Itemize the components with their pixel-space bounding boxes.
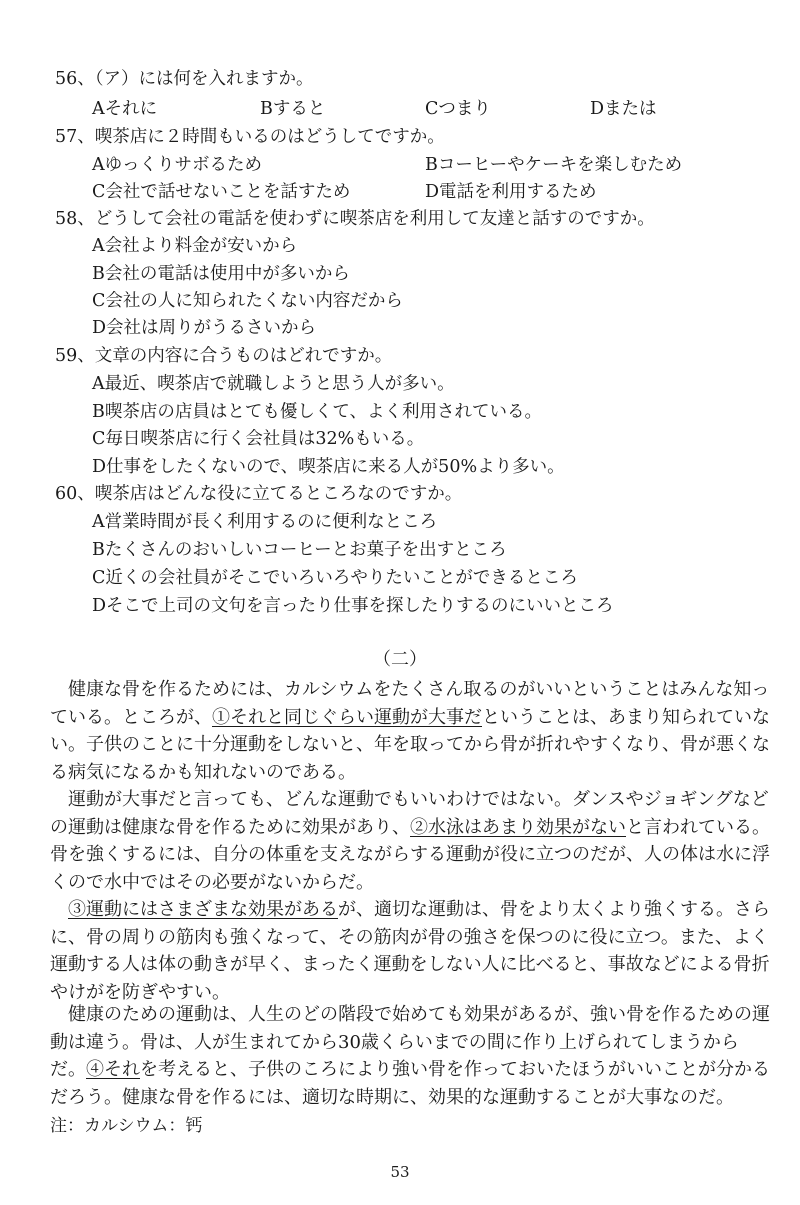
passage-paragraph-1 — [50, 676, 770, 786]
question-60-option-b: Bたくさんのおいしいコーヒーとお菓子を出すところ — [92, 540, 507, 560]
underlined-phrase-4: ④それ — [86, 1059, 140, 1080]
question-59-option-b: B喫茶店の店員はとても優しくて、よく利用されている。 — [92, 402, 543, 422]
question-56-option-d: Dまたは — [590, 99, 657, 119]
question-57-option-a: Aゆっくりサボるため — [92, 155, 262, 175]
passage-paragraph-2 — [50, 786, 770, 896]
question-58-stem: 58、どうして会社の電話を使わずに喫茶店を利用して友達と話すのですか。 — [55, 209, 655, 229]
section-title: （二） — [373, 649, 427, 670]
vocabulary-note: 注：カルシウム：钙 — [50, 1116, 203, 1136]
passage-text: 健康のための運動は、人生のどの階段で始めても効果があるが、強い骨を作るための運動は違う。骨は、人が生まれてから30歳くらいまでの間に作り上げられてしまうからだ。 — [50, 1004, 770, 1080]
question-58-option-a: A会社より料金が安いから — [92, 236, 298, 256]
passage-text: ということは、あまり知られていない。子供のことに十分運動をしないと、年を取ってから骨が折れやすくなり、骨が悪くなる病気になるかも知れないのである。 — [50, 706, 770, 783]
passage-text: 健康な骨を作るためには、カルシウムをたくさん取るのがいいということはみんな知っている。ところが、 — [50, 679, 770, 728]
question-57-option-c: C会社で話せないことを話すため — [92, 182, 351, 202]
page-number: 53 — [390, 1163, 410, 1181]
question-59-option-c: C毎日喫茶店に行く会社員は32%もいる。 — [92, 429, 425, 449]
question-56-option-a: Aそれに — [92, 99, 158, 119]
question-56-option-c: Cつまり — [425, 99, 491, 119]
question-59-option-a: A最近、喫茶店で就職しようと思う人が多い。 — [92, 374, 455, 394]
question-60-option-c: C近くの会社員がそこでいろいろやりたいことができるところ — [92, 568, 578, 588]
underlined-phrase-2: ②水泳はあまり効果がない — [410, 816, 626, 838]
question-57-stem: 57、喫茶店に２時間もいるのはどうしてですか。 — [55, 127, 445, 147]
question-59-stem: 59、文章の内容に合うものはどれですか。 — [55, 346, 393, 366]
question-60-stem: 60、喫茶店はどんな役に立てるところなのですか。 — [55, 484, 463, 504]
question-60-option-a: A営業時間が長く利用するのに便利なところ — [92, 512, 438, 532]
question-56-stem: 56、（ア）には何を入れますか。 — [55, 69, 314, 89]
question-60-option-d: Dそこで上司の文句を言ったり仕事を探したりするのにいいところ — [92, 596, 614, 616]
passage-text: を考えると、子供のころにより強い骨を作っておいたほうがいいことが分かるだろう。健康な骨を作るには、適切な時期に、効果的な運動することが大事なのだ。 — [50, 1059, 770, 1108]
passage-text: と言われている。骨を強くするには、自分の体重を支えながらする運動が役に立つのだが、人の体は水に浮くので水中ではその必要がないからだ。 — [50, 816, 770, 893]
question-56-option-b: Bすると — [260, 99, 326, 119]
passage-paragraph-3 — [50, 896, 770, 1006]
question-58-option-c: C会社の人に知られたくない内容だから — [92, 291, 403, 311]
underlined-phrase-1: ①それと同じぐらい運動が大事だ — [212, 706, 482, 728]
underlined-phrase-3: ③運動にはさまざまな効果がある — [68, 899, 338, 920]
passage-text: が、適切な運動は、骨をより太くより強くする。さらに、骨の周りの筋肉も強くなって、その筋肉が骨の強さを保つのに役に立つ。また、よく運動する人は体の動きが早く、まったく運動をしない人に比べると、事故などによる骨折やけがを防ぎやすい。 — [50, 899, 770, 1003]
question-58-option-d: D会社は周りがうるさいから — [92, 318, 317, 338]
question-58-option-b: B会社の電話は使用中が多いから — [92, 264, 350, 284]
passage-text: 運動が大事だと言っても、どんな運動でもいいわけではない。ダンスやジョギングなどの運動は健康な骨を作るために効果があり、 — [50, 789, 769, 838]
question-57-option-b: Bコーヒーやケーキを楽しむため — [425, 155, 683, 175]
question-59-option-d: D仕事をしたくないので、喫茶店に来る人が50%より多い。 — [92, 457, 565, 477]
question-57-option-d: D電話を利用するため — [425, 182, 597, 202]
passage-paragraph-4 — [50, 1001, 770, 1111]
